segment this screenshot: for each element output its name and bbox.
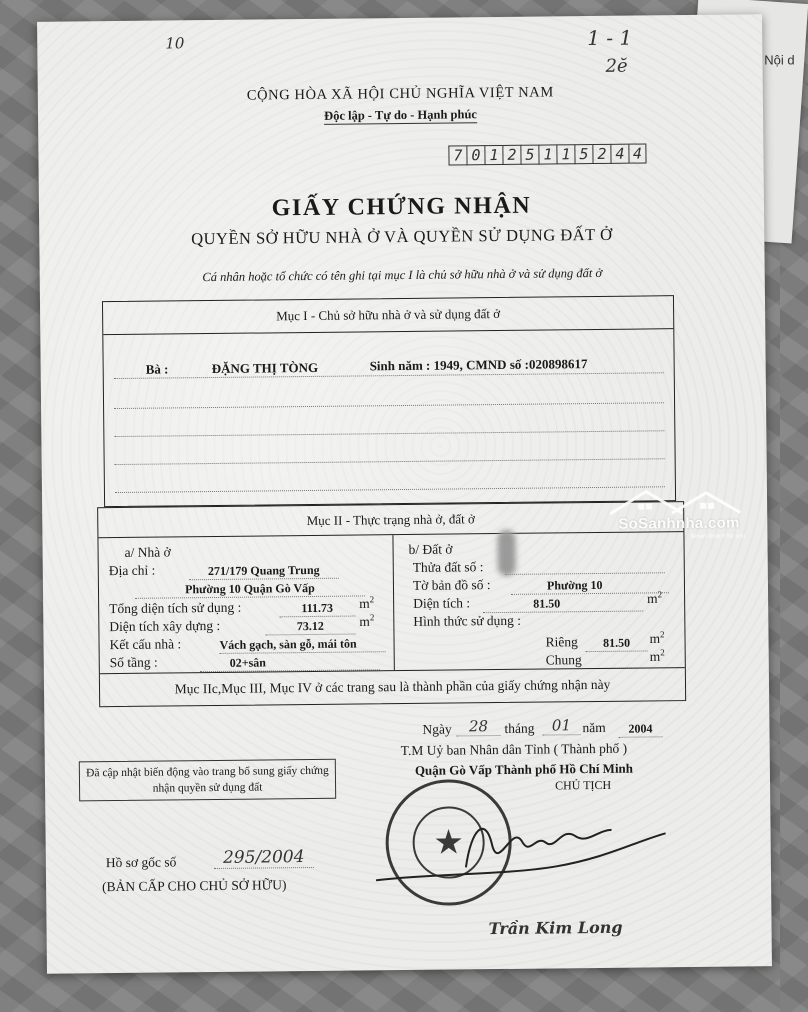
unit-superscript: 2: [659, 629, 665, 640]
unit-text: m: [649, 630, 661, 646]
shared-unit: [650, 647, 665, 665]
map-sheet-value: Phường 10: [511, 577, 669, 595]
issued-to-note: (BẢN CẤP CHO CHỦ SỞ HỮU): [102, 877, 287, 895]
serial-digit: 7: [448, 145, 466, 165]
redacted-parcel-number: [497, 530, 515, 576]
serial-digit: 4: [628, 143, 646, 163]
address-line-1: 271/179 Quang Trung: [189, 563, 339, 581]
land-area-value: 81.50: [483, 596, 643, 614]
certificate-subtitle: QUYỀN SỞ HỮU NHÀ Ở VÀ QUYỀN SỬ DỤNG ĐẤT Ở: [191, 224, 613, 249]
signature-mark: [365, 785, 686, 898]
land-area-label: Diện tích :: [413, 595, 471, 611]
update-note-box: Đã cập nhật biến động vào trang bổ sung giấy chứng nhận quyền sử dụng đất: [79, 759, 336, 802]
authority-role: CHỦ TỊCH: [554, 777, 612, 793]
watermark-logo: [602, 484, 753, 546]
serial-digit: 2: [592, 144, 610, 164]
file-number-label: Hồ sơ gốc số: [105, 854, 177, 871]
unit-superscript: 2: [369, 594, 375, 605]
shared-label: Chung: [545, 652, 582, 668]
land-area-unit: [647, 589, 662, 607]
section-1-box: [102, 295, 676, 507]
unit-text: m: [649, 648, 661, 664]
blank-line: [115, 486, 665, 493]
certificate-document: [37, 14, 772, 974]
blank-line: [115, 458, 665, 465]
map-sheet-label: Tờ bản đồ số :: [412, 577, 491, 593]
land-heading: b/ Đất ở: [408, 541, 453, 557]
serial-digit: 0: [466, 145, 484, 165]
unit-superscript: 2: [657, 589, 663, 600]
date-month-label: tháng: [504, 720, 535, 736]
background-paper-text: Nội d: [764, 52, 795, 68]
authority-line-1: T.M Uỷ ban Nhân dân Tỉnh ( Thành phố ): [400, 740, 628, 759]
intro-text: Cá nhân hoặc tổ chức có tên ghi tại mục I là chủ sở hữu nhà ở và sử dụng đất ở: [202, 265, 603, 285]
usage-label: Hình thức sử dụng :: [413, 612, 522, 629]
parcel-value-line: [505, 572, 665, 575]
seal-emblem-icon: ★: [412, 806, 485, 879]
section-2-box: [97, 501, 686, 707]
date-month: 01: [542, 716, 580, 735]
blank-line: [114, 430, 664, 437]
total-area-label: Tổng diện tích sử dụng :: [109, 599, 242, 617]
date-day: 28: [456, 717, 500, 736]
floors-value: 02+sân: [200, 654, 380, 672]
unit-text: m: [647, 590, 658, 606]
owner-birth-id: Sinh năm : 1949, CMND số :020898617: [369, 356, 588, 374]
motto: [38, 104, 763, 127]
serial-digit: 1: [484, 145, 502, 165]
date-year-label: năm: [582, 719, 606, 736]
structure-label: Kết cấu nhà :: [109, 636, 182, 653]
serial-digit: 1: [538, 144, 556, 164]
private-label: Riêng: [545, 634, 578, 650]
owner-name: ĐẶNG THỊ TÒNG: [211, 359, 319, 377]
serial-digit: 5: [520, 145, 538, 165]
motto-text: Độc lập - Tự do - Hạnh phúc: [324, 107, 477, 123]
total-area-value: 111.73: [279, 601, 355, 618]
build-area-unit: [359, 612, 374, 630]
nation-title: CỘNG HÒA XÃ HỘI CHỦ NGHĨA VIỆT NAM: [246, 84, 554, 104]
unit-text: m: [359, 595, 370, 611]
structure-value: Vách gạch, sàn gỗ, mái tôn: [219, 636, 385, 654]
handwritten-number-right-bottom: 2ĕ: [605, 55, 628, 77]
address-line-2: Phường 10 Quận Gò Vấp: [135, 580, 365, 598]
section-1-header: Mục I - Chủ sở hữu nhà ở và sử dụng đất ở: [103, 296, 673, 335]
total-area-unit: [359, 594, 374, 612]
serial-number: [448, 143, 646, 165]
address-label: Địa chỉ :: [108, 562, 156, 579]
handwritten-number-right-top: 1 - 1: [587, 25, 633, 51]
unit-superscript: 2: [369, 612, 375, 623]
section-2-header: Mục II - Thực trạng nhà ở, đất ở: [98, 502, 683, 538]
column-divider: [392, 535, 394, 670]
unit-text: m: [359, 613, 370, 629]
unit-superscript: 2: [660, 647, 665, 658]
parcel-label: Thửa đất số :: [412, 559, 484, 575]
house-heading: a/ Nhà ở: [124, 544, 171, 560]
serial-digit: 2: [502, 145, 520, 165]
watermark-tagline: Smart choice for you: [690, 533, 746, 541]
section-2-footer: Mục IIc,Mục III, Mục IV ở các trang sau là thành phần của giấy chứng nhận này: [100, 667, 685, 706]
file-number: 295/2004: [214, 847, 314, 869]
authority-line-2: Quận Gò Vấp Thành phố Hồ Chí Minh: [414, 760, 634, 778]
floors-label: Số tầng :: [109, 654, 158, 671]
serial-digit: 1: [556, 144, 574, 164]
certificate-title: GIẤY CHỨNG NHẬN: [271, 192, 532, 222]
blank-line: [114, 402, 664, 409]
date-year: 2004: [618, 721, 662, 737]
signer-name: Trần Kim Long: [488, 917, 623, 939]
owner-prefix: Bà :: [145, 361, 169, 377]
handwritten-number-left: 10: [165, 34, 185, 53]
serial-digit: 4: [610, 144, 628, 164]
private-value: 81.50: [585, 635, 647, 652]
watermark-brand: SoSanhnha.com: [618, 514, 740, 533]
date-day-label: Ngày: [422, 721, 452, 737]
build-area-label: Diện tích xây dựng :: [109, 617, 221, 635]
serial-digit: 5: [574, 144, 592, 164]
private-unit: [649, 629, 664, 647]
build-area-value: 73.12: [265, 619, 355, 636]
